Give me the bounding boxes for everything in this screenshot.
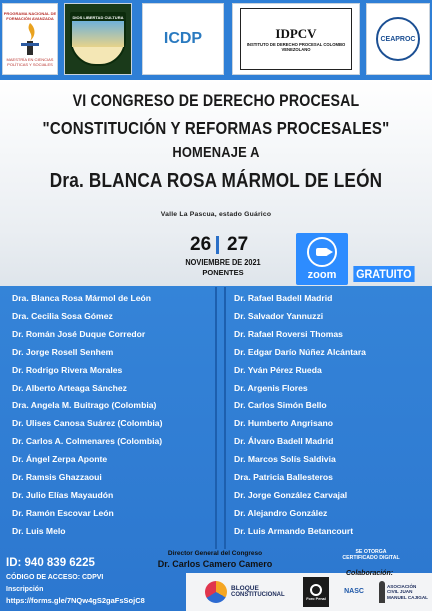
registration-link[interactable]: https://forms.gle/7NQw4gS2gaFsSojC8	[6, 596, 145, 605]
date-divider	[216, 236, 219, 254]
video-camera-icon	[307, 237, 337, 267]
day-2: 27	[227, 234, 249, 255]
speakers-heading: PONENTES	[202, 268, 244, 277]
speaker-name: Dr. Rodrigo Rivera Morales	[12, 364, 123, 375]
speaker-name: Dr. Jorge Rosell Senhem	[12, 346, 114, 357]
monument-icon	[379, 581, 385, 603]
foro-penal-icon	[310, 584, 322, 596]
speaker-name: Dra. Angela M. Buitrago (Colombia)	[12, 400, 157, 411]
scales-icon	[376, 17, 420, 61]
speaker-name: Dr. Argenis Flores	[234, 382, 308, 393]
speaker-name: Dr. Jorge González Carvajal	[234, 489, 348, 500]
sponsor-juan-manuel-cajigal: ASOCIACIÓN CIVIL JUAN MANUEL CAJIGAL	[379, 576, 429, 608]
event-title: VI CONGRESO DE DERECHO PROCESAL	[72, 92, 360, 110]
speaker-name: Dr. Rafael Badell Madrid	[234, 293, 333, 303]
speaker-name: Dra. Patricia Ballesteros	[234, 472, 333, 482]
speakers-column-right	[224, 287, 426, 549]
certificate-note: SE OTORGA CERTIFICADO DIGITAL	[342, 549, 400, 562]
speaker-name: Dr. Ramón Escovar León	[12, 507, 114, 518]
registration-label: Inscripción	[6, 586, 44, 593]
speaker-name: Dr. Rafael Roversi Thomas	[234, 328, 343, 339]
shield-icon	[70, 12, 126, 66]
speaker-name: Dr. Alberto Arteaga Sánchez	[12, 382, 127, 393]
speaker-name: Dr. Humberto Angrisano	[234, 418, 333, 429]
free-badge: GRATUITO	[353, 266, 414, 282]
event-subtitle: "CONSTITUCIÓN Y REFORMAS PROCESALES"	[42, 118, 390, 138]
zoom-logo	[296, 233, 348, 285]
speaker-name: Dr. Román José Duque Corredor	[12, 328, 146, 339]
logo-icdp	[142, 3, 224, 75]
speaker-name: Dr. Luis Armando Betancourt	[234, 525, 354, 536]
meeting-id: ID: 940 839 6225	[6, 557, 95, 569]
logo-pnfa-top-text: PROGRAMA NACIONAL DE FORMACIÓN AVANZADA	[3, 11, 57, 21]
zoom-wordmark: zoom	[307, 269, 337, 281]
speaker-name: Dr. Carlos Simón Bello	[234, 400, 327, 411]
access-code: CÓDIGO DE ACCESO: CDPVI	[6, 574, 104, 581]
logo-ceaproc-mark: CEAPROC	[380, 35, 416, 43]
speaker-name: Dr. Luis Melo	[12, 525, 66, 536]
speakers-list	[6, 287, 426, 549]
logo-ceaproc	[366, 3, 430, 75]
speakers-column-left	[6, 287, 217, 549]
sponsor-nasc: NASC	[344, 587, 364, 595]
speaker-name: Dr. Alejandro González	[234, 507, 328, 518]
collaboration-label: Colaboración:	[346, 570, 394, 577]
shield-motto: DIOS LIBERTAD CULTURA	[72, 15, 124, 20]
speaker-name: Dr. Álvaro Badell Madrid	[234, 436, 334, 447]
speaker-name: Dr. Ángel Zerpa Aponte	[12, 454, 108, 465]
speaker-name: Dr. Salvador Yannuzzi	[234, 310, 324, 321]
month-year: NOVIEMBRE DE 2021	[185, 258, 261, 267]
speaker-name: Dr. Ramsis Ghazzaoui	[12, 472, 102, 482]
speaker-name: Dr. Marcos Solís Saldivia	[234, 454, 336, 465]
speaker-name: Dra. Blanca Rosa Mármol de León	[12, 293, 151, 303]
sponsor-bloque-constitucional: BLOQUE CONSTITUCIONAL	[205, 577, 300, 607]
logo-idpcv-mark: IDPCV	[275, 26, 317, 41]
speaker-name: Dr. Yván Pérez Rueda	[234, 364, 322, 375]
header-block	[0, 80, 432, 230]
logo-idpcv	[232, 3, 360, 75]
speaker-name: Dr. Edgar Darío Núñez Alcántara	[234, 346, 366, 357]
sponsor-foro-penal: Foro Penal	[303, 577, 329, 607]
logo-idpcv-sub: INSTITUTO DE DERECHO PROCESAL COLOMBO VENEZOLANO	[246, 42, 346, 52]
director-label: Director General del Congreso	[167, 550, 263, 557]
director-name: Dr. Carlos Camero Camero	[157, 559, 273, 569]
logo-band	[0, 0, 432, 80]
logo-pnfa-bottom-text: MAESTRÍA EN CIENCIAS POLÍTICAS Y SOCIALES	[6, 57, 54, 67]
logo-icdp-mark: ICDP	[163, 30, 203, 47]
day-1: 26	[190, 234, 212, 255]
speaker-name: Dra. Cecilia Sosa Gómez	[12, 310, 113, 321]
event-location: Valle La Pascua, estado Guárico	[160, 211, 272, 218]
tribute-label: HOMENAJE A	[172, 144, 260, 161]
speaker-name: Dr. Julio Elías Mayaudón	[12, 489, 114, 500]
torch-icon	[15, 21, 45, 57]
footer	[0, 549, 432, 611]
logo-university-shield	[64, 3, 132, 75]
logo-pnfa	[2, 3, 58, 75]
speaker-name: Dr. Carlos A. Colmenares (Colombia)	[12, 436, 163, 447]
speaker-name: Dr. Ulises Canosa Suárez (Colombia)	[12, 418, 163, 429]
bloque-logo-icon	[205, 581, 227, 603]
honoree-name: Dra. BLANCA ROSA MÁRMOL DE LEÓN	[49, 170, 383, 192]
